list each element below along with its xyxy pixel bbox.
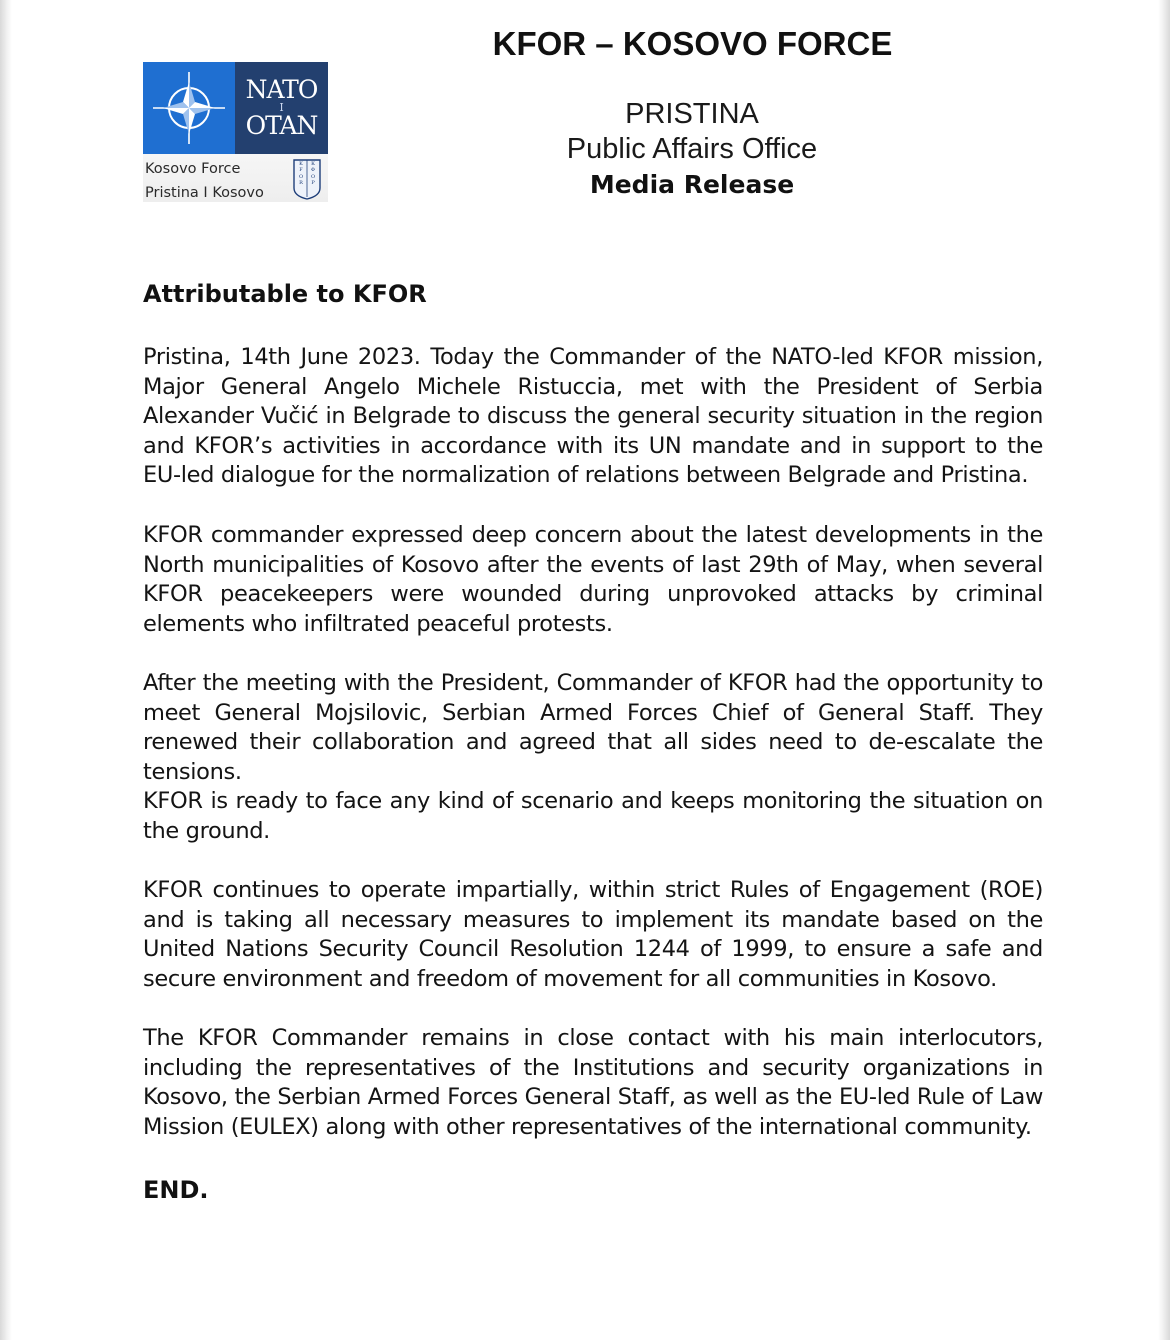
body-paragraph-6: The KFOR Commander remains in close contact with his main interlocutors, including the representatives of the Institutions and security organizations in Kosovo, the Serbian Armed Forces General Staff, as well as the EU-led Rule of Law Mission (EULEX) along with other representatives of the international community. [143,1025,1043,1140]
body-paragraph-5: KFOR continues to operate impartially, within strict Rules of Engagement (ROE) and is taking all necessary measures to implement its mandate based on the United Nations Security Council Resolution 1244 of 1999, to ensure a safe and secure environment and freedom of movement for all communities in Kosovo. [143,877,1043,992]
body-paragraph-3: After the meeting with the President, Commander of KFOR had the opportunity to meet General Mojsilovic, Serbian Armed Forces Chief of General Staff. They renewed their collaboration and agreed that all sides need to de-escalate the tensions. [143,670,1043,785]
page-shadow-left [0,0,12,1340]
nato-otan-wordmark [235,62,328,154]
body-paragraph-4: KFOR is ready to face any kind of scenario and keeps monitoring the situation on the ground. [143,788,1043,844]
page-shadow-right [1158,0,1170,1340]
end-marker: END. [143,1176,209,1204]
logo-word-nato: NATO [245,75,318,104]
nato-kfor-logo [143,62,328,202]
body-paragraph-2: KFOR commander expressed deep concern about the latest developments in the North municipalities of Kosovo after the events of last 29th of May, when several KFOR peacekeepers were wounded during unprovoked attacks by criminal elements who infiltrated peaceful protests. [143,522,1043,637]
crest-text-right: К Ф О Р [310,161,316,187]
body-paragraph-1: Pristina, 14th June 2023. Today the Commander of the NATO-led KFOR mission, Major General Angelo Michele Ristuccia, met with the President of Serbia Alexander Vučić in Belgrade to discuss the general security situation in the region and KFOR’s activities in accordance with its UN mandate and in support to the EU-led dialogue for the normalization of relations between Belgrade and Pristina. [143,344,1043,488]
logo-divider: I [279,101,284,114]
nato-compass-icon [143,62,235,154]
header-office: Public Affairs Office [566,133,818,165]
logo-caption-line2: Pristina I Kosovo [145,185,264,201]
crest-text-left: K F O R [298,161,304,187]
header-release-type: Media Release [589,170,795,199]
document-title: KFOR – KOSOVO FORCE [492,25,893,62]
kfor-crest-icon [292,158,322,200]
header-city: PRISTINA [625,98,759,130]
logo-banner [143,62,328,154]
logo-word-otan: OTAN [245,111,318,140]
attribution-heading: Attributable to KFOR [143,280,427,308]
logo-caption-line1: Kosovo Force [145,161,241,177]
